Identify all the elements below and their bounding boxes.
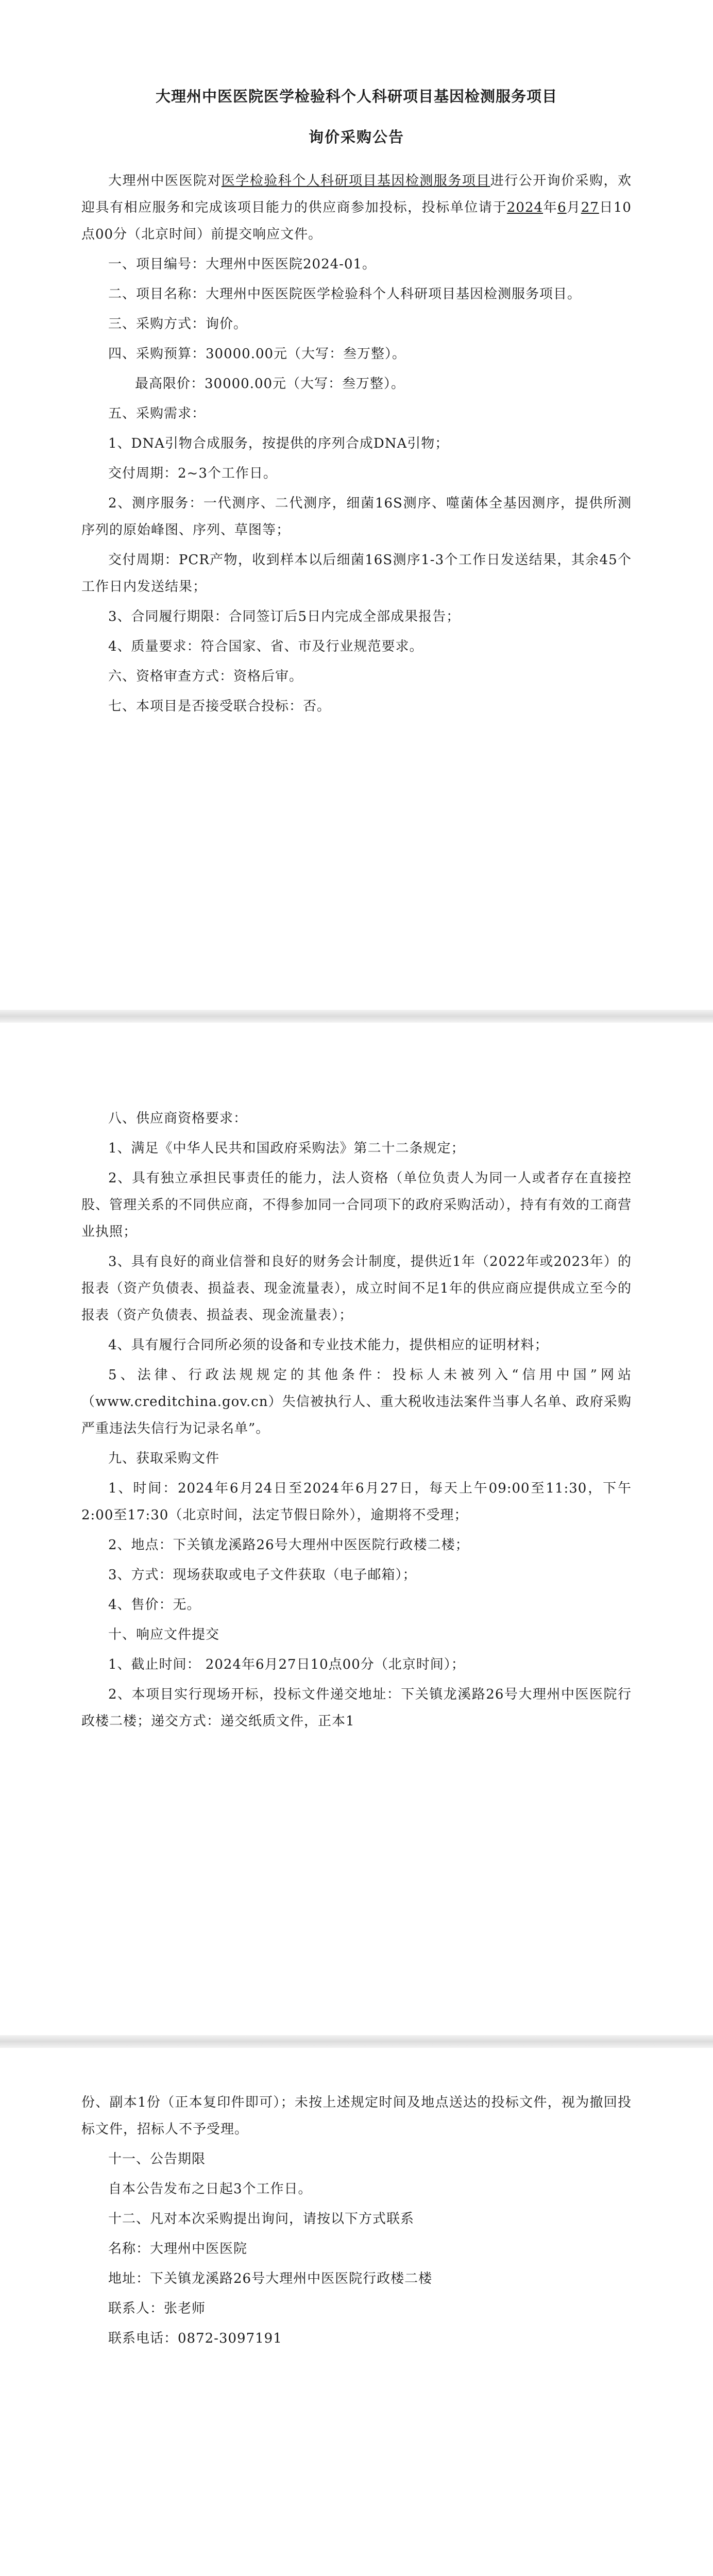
item-procurement-method: 三、采购方式：询价。 — [108, 316, 248, 332]
item-obtain-price: 4、售价：无。 — [108, 1597, 201, 1613]
item-qual-2: 2、具有独立承担民事责任的能力，法人资格（单位负责人为同一人或者存在直接控股、管理关系的不同供应商，不得参加同一合同项下的政府采购活动），持有有效的工商营业执照； — [81, 1171, 632, 1240]
document-title: 大理州中医医院医学检验科个人科研项目基因检测服务项目 — [155, 88, 557, 105]
contact-name: 名称：大理州中医医院 — [108, 2241, 248, 2257]
item-obtain-docs: 九、获取采购文件 — [108, 1451, 220, 1466]
item-joint-bid: 七、本项目是否接受联合投标：否。 — [108, 699, 331, 714]
document-subtitle: 询价采购公告 — [308, 128, 404, 146]
item-req-3: 3、合同履行期限：合同签订后5日内完成全部成果报告； — [108, 609, 461, 624]
item-requirements-heading: 五、采购需求： — [108, 406, 206, 421]
document-page-2 — [0, 1023, 713, 2035]
item-max-price: 最高限价：30000.00元（大写：叁万整）。 — [135, 376, 405, 392]
contact-address: 地址：下关镇龙溪路26号大理州中医医院行政楼二楼 — [108, 2271, 433, 2286]
item-supplier-qualification: 八、供应商资格要求： — [108, 1111, 248, 1126]
item-notice-period: 十一、公告期限 — [108, 2151, 206, 2167]
document-page-3 — [0, 2048, 713, 2576]
item-req-2: 2、测序服务：一代测序、二代测序，细菌16S测序、噬菌体全基因测序，提供所测序列的原始峰图、序列、草图等； — [81, 496, 632, 538]
item-qual-1: 1、满足《中华人民共和国政府采购法》第二十二条规定； — [108, 1141, 465, 1156]
page-divider — [0, 1010, 713, 1023]
item-req-2-delivery: 交付周期：PCR产物，收到样本以后细菌16S测序1-3个工作日发送结果，其余45个工作日内发送结果； — [81, 552, 632, 595]
document-page-1 — [0, 0, 713, 1010]
item-obtain-time: 1、时间：2024年6月24日至2024年6月27日，每天上午09:00至11:30，下午2:00至17:30（北京时间，法定节假日除外），逾期将不受理； — [81, 1481, 632, 1523]
item-project-name: 二、项目名称：大理州中医医院医学检验科个人科研项目基因检测服务项目。 — [108, 286, 582, 302]
item-notice-period-text: 自本公告发布之日起3个工作日。 — [108, 2181, 312, 2197]
contact-phone: 联系电话：0872-3097191 — [108, 2331, 282, 2346]
item-submission: 十、响应文件提交 — [108, 1627, 220, 1642]
item-submission-address: 2、本项目实行现场开标，投标文件递交地址：下关镇龙溪路26号大理州中医医院行政楼二楼；递交方式：递交纸质文件，正本1 — [81, 1687, 632, 1729]
item-deadline: 1、截止时间： 2024年6月27日10点00分（北京时间）； — [108, 1657, 465, 1672]
item-submission-continued: 份、副本1份（正本复印件即可）；未按上述规定时间及地点送达的投标文件，视为撤回投标文件，招标人不予受理。 — [81, 2095, 632, 2137]
item-contact-heading: 十二、凡对本次采购提出询问，请按以下方式联系 — [108, 2211, 415, 2227]
item-qualification-review: 六、资格审查方式：资格后审。 — [108, 669, 303, 684]
item-qual-5: 5、法律、行政法规规定的其他条件：投标人未被列入“信用中国”网站（www.creditchina.gov.cn）失信被执行人、重大税收违法案件当事人名单、政府采购严重违法失信行为记录名单”。 — [81, 1367, 632, 1436]
item-obtain-place: 2、地点：下关镇龙溪路26号大理州中医医院行政楼二楼； — [108, 1537, 469, 1553]
page-divider — [0, 2035, 713, 2048]
item-qual-3: 3、具有良好的商业信誉和良好的财务会计制度，提供近1年（2022年或2023年）的报表（资产负债表、损益表、现金流量表），成立时间不足1年的供应商应提供成立至今的报表（资产负债表、损益表、现金流量表）； — [81, 1254, 632, 1323]
intro-paragraph: 大理州中医医院对医学检验科个人科研项目基因检测服务项目进行公开询价采购，欢迎具有相应服务和完成该项目能力的供应商参加投标，投标单位请于2024年6月27日10点00分（北京时间）前提交响应文件。 — [81, 173, 632, 242]
item-req-1-delivery: 交付周期：2~3个工作日。 — [108, 466, 277, 481]
item-req-1: 1、DNA引物合成服务，按提供的序列合成DNA引物； — [108, 436, 449, 451]
item-obtain-method: 3、方式：现场获取或电子文件获取（电子邮箱）； — [108, 1567, 417, 1583]
project-name-underlined: 医学检验科个人科研项目基因检测服务项目 — [221, 173, 490, 189]
contact-person: 联系人：张老师 — [108, 2301, 206, 2316]
item-qual-4: 4、具有履行合同所必须的设备和专业技术能力，提供相应的证明材料； — [108, 1337, 549, 1353]
item-req-4: 4、质量要求：符合国家、省、市及行业规范要求。 — [108, 639, 423, 654]
item-budget: 四、采购预算：30000.00元（大写：叁万整）。 — [108, 346, 406, 362]
item-project-number: 一、项目编号：大理州中医医院2024-01。 — [108, 257, 377, 272]
